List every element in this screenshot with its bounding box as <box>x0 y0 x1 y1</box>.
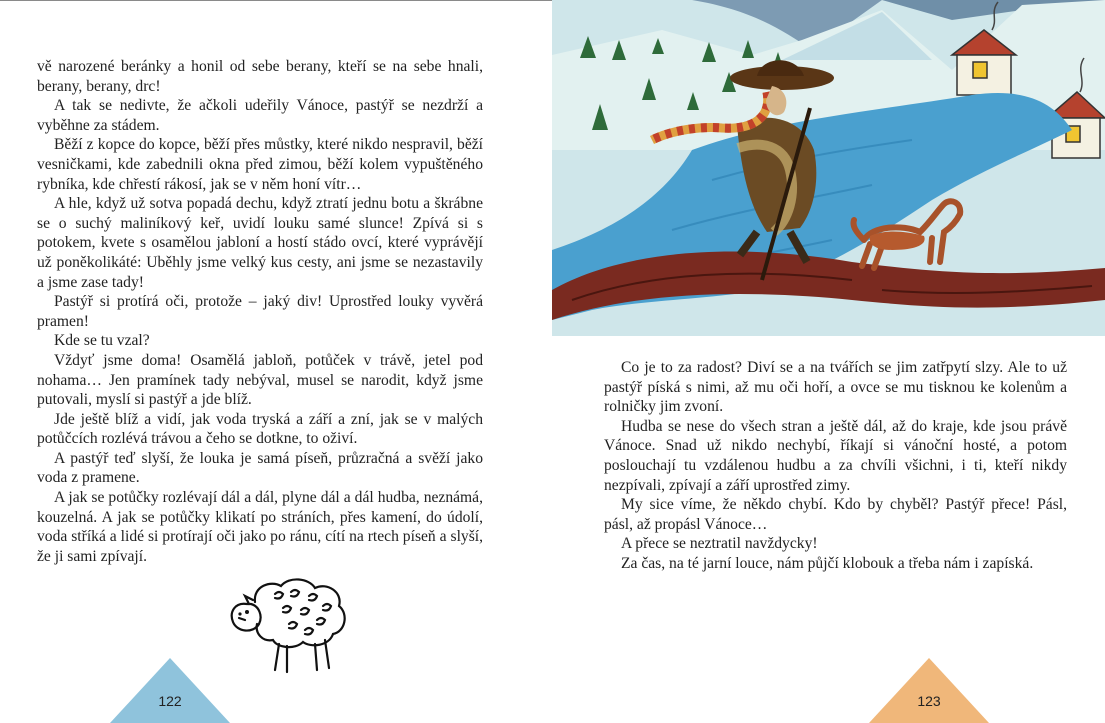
paragraph: Pastýř si protírá oči, protože – jaký div! Uprostřed louky vyvěrá pramen! <box>37 293 483 330</box>
right-page-text <box>604 358 1067 574</box>
left-page-text <box>37 57 483 566</box>
paragraph: Běží z kopce do kopce, běží přes můstky, které nikdo nespravil, běží vesničkami, kde zabednili okna před zimou, běží kolem vypuštěného rybníka, kde chřestí rákosí, jak se v něm honí vítr… <box>37 136 483 193</box>
paragraph: My sice víme, že někdo chybí. Kdo by chyběl? Pastýř přece! Pásl, pásl, až propásl Vánoce… <box>604 496 1067 533</box>
right-page <box>552 0 1105 723</box>
paragraph: A jak se potůčky rozlévají dál a dál, plyne dál a dál hudba, neznámá, kouzelná. A jak se potůčky klikatí po stráních, přes kamení, do údolí, voda stříká a lidé si protírají oči jako po ránu, cítí na rtech píseň a slyší, že ji sami zpívají. <box>37 489 483 565</box>
paragraph: Co je to za radost? Diví se a na tvářích se jim zatřpytí slzy. Ale to už pastýř píská s nimi, až mu oči hoří, a ovce se mu tisknou ke kolenům a rolničky jim zvoní. <box>604 359 1067 416</box>
paragraph: vě narozené beránky a honil od sebe berany, kteří se na sebe hnali, berany, berany, drc! <box>37 58 483 95</box>
page-number: 123 <box>917 693 941 709</box>
paragraph: A hle, když už sotva popadá dechu, když ztratí jednu botu a škrábne se o suchý maliníkový keř, uvidí louku samé slunce! Zpívá si s potokem, kvete s osamělou jabloní a hostí stádo ovcí, které vyprávějí už poněkolikáté: Uběhly jsme velký kus cesty, ani jsme se nezastavily a jsme zase tady! <box>37 195 483 291</box>
paragraph: A přece se neztratil navždycky! <box>621 535 818 553</box>
page-number-triangle <box>869 658 989 723</box>
paragraph: Vždyť jsme doma! Osamělá jabloň, potůček v trávě, jetel pod nohama… Jen pramínek tady nebýval, musel se narodit, když jsme putovali, myslí si pastýř a jde blíž. <box>37 351 483 409</box>
page-number: 122 <box>158 693 182 709</box>
paragraph: Kde se tu vzal? <box>54 332 150 350</box>
paragraph: Jde ještě blíž a vidí, jak voda tryská a září a zní, jak se v malých potůčcích rozlévá trávou a čeho se dotkne, to oživí. <box>37 410 483 448</box>
paragraph: Hudba se nese do všech stran a ještě dál, až do kraje, kde jsou právě Vánoce. Snad už nikdo nechybí, říkají si vánoční hosté, a potom poslouchají tu vzdálenou hudbu a za chvíli všichni, i ti, kteří nikdy nezpívali, zpívají a září uprostřed zimy. <box>604 417 1067 494</box>
left-page <box>0 0 552 723</box>
shepherd-illustration <box>552 0 1105 336</box>
paragraph: A tak se nedivte, že ačkoli udeřily Vánoce, pastýř se nezdrží a vyběhne za stádem. <box>37 97 483 134</box>
paragraph: Za čas, na té jarní louce, nám půjčí klobouk a třeba nám i zapíská. <box>621 554 1034 572</box>
paragraph: A pastýř teď slyší, že louka je samá píseň, průzračná a svěží jako voda z pramene. <box>37 449 483 487</box>
sheep-illustration <box>225 572 355 677</box>
page-number-triangle <box>110 658 230 723</box>
